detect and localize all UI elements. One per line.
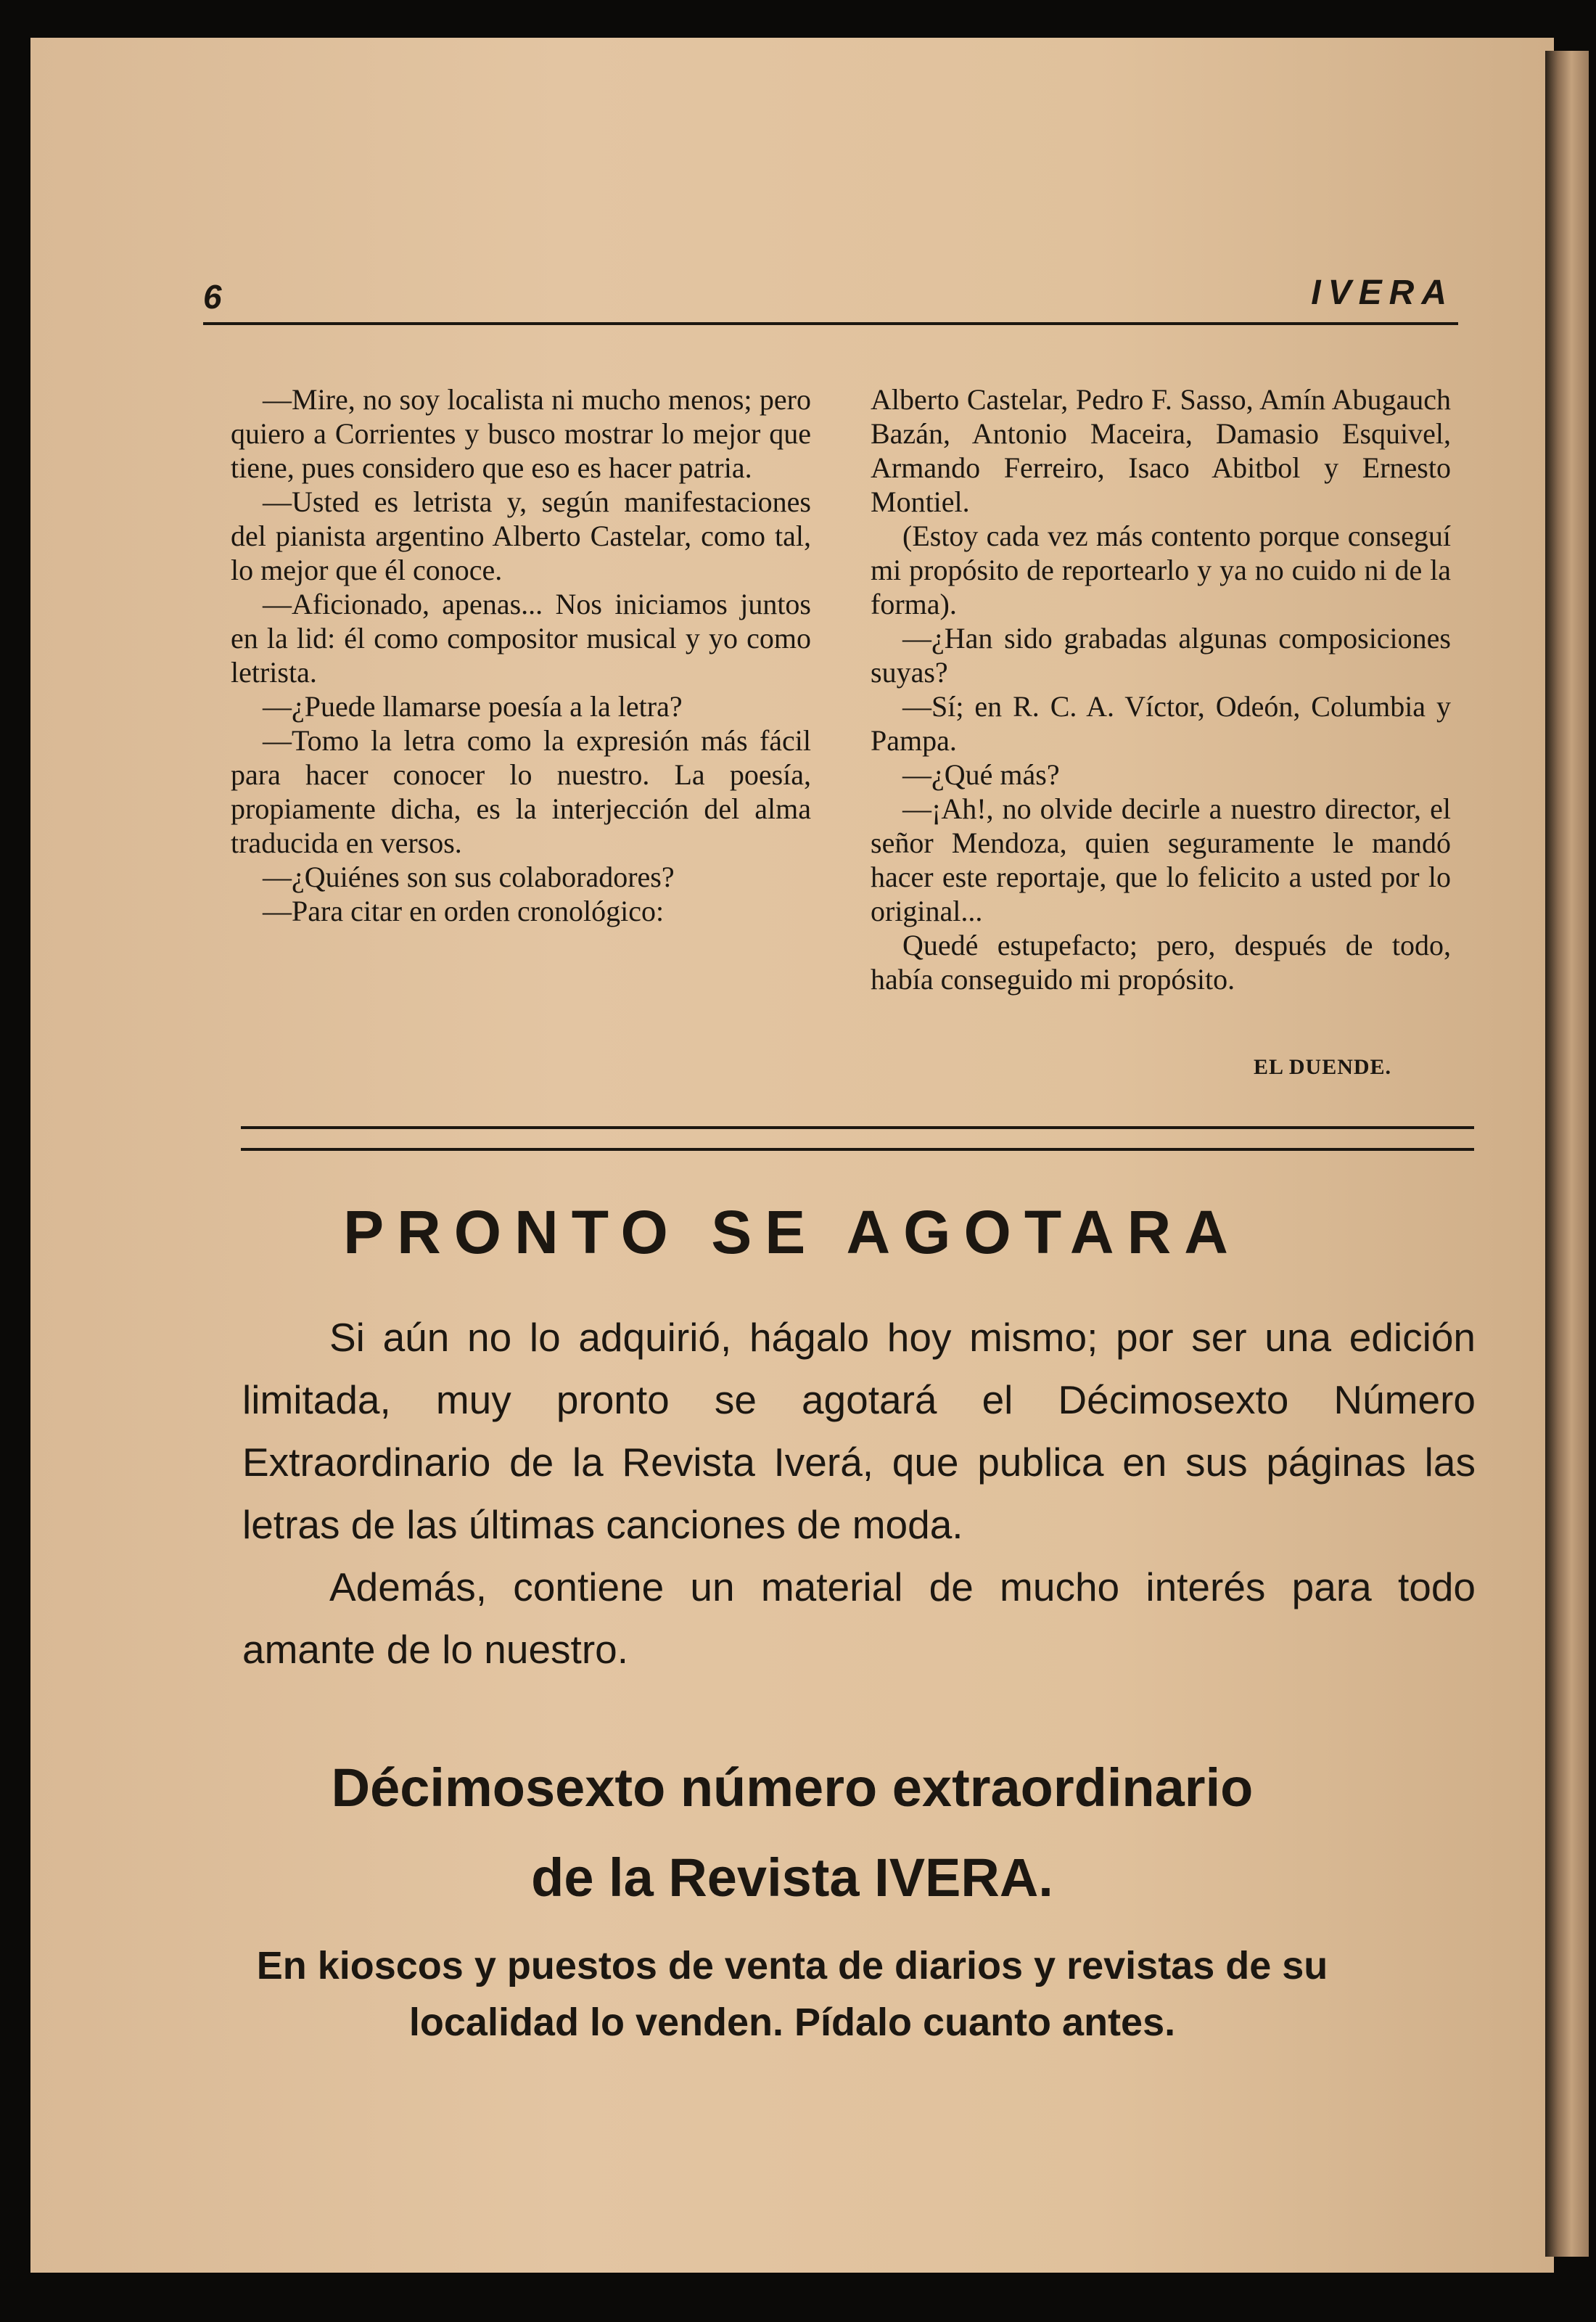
ad-footer-line: En kioscos y puestos de venta de diarios y revistas de su xyxy=(256,1944,1328,1987)
article-paragraph: (Estoy cada vez más contento porque conseguí mi propósito de reportearlo y ya no cuido ni de la forma). xyxy=(871,520,1451,620)
article-paragraph: —¿Han sido grabadas algunas composiciones suyas? xyxy=(871,622,1451,689)
binding-edge xyxy=(1545,51,1589,2257)
article-left-column xyxy=(231,382,811,928)
article-paragraph: Quedé estupefacto; pero, después de todo, había conseguido mi propósito. xyxy=(871,929,1451,996)
article-signature: EL DUENDE. xyxy=(1254,1055,1392,1079)
article-paragraph: Alberto Castelar, Pedro F. Sasso, Amín Abugauch Bazán, Antonio Maceira, Damasio Esquivel, Armando Ferreiro, Isaco Abitbol y Ernesto Montiel. xyxy=(871,383,1451,518)
article-paragraph: —Para citar en orden cronológico: xyxy=(263,895,665,927)
magazine-title: IVERA xyxy=(1311,274,1454,312)
ad-body xyxy=(242,1306,1476,1681)
ad-headline xyxy=(30,1743,1554,1923)
article-paragraph: —¿Puede llamarse poesía a la letra? xyxy=(263,690,683,723)
page-number: 6 xyxy=(203,278,222,316)
ad-paragraph: Si aún no lo adquirió, hágalo hoy mismo; por ser una edición limitada, muy pronto se agotará el Décimosexto Número Extraordinario de la Revista Iverá, que publica en sus páginas las letras de las últimas canciones de moda. xyxy=(242,1315,1476,1547)
article-paragraph: —¿Quiénes son sus colaboradores? xyxy=(263,861,675,893)
ad-title: PRONTO SE AGOTARA xyxy=(343,1198,1241,1266)
ad-paragraph: Además, contiene un material de mucho interés para todo amante de lo nuestro. xyxy=(242,1564,1476,1672)
ad-headline-line: de la Revista IVERA. xyxy=(531,1847,1053,1908)
article-paragraph: —Mire, no soy localista ni mucho menos; pero quiero a Corrientes y busco mostrar lo mejor que tiene, pues considero que eso es hacer patria. xyxy=(231,383,811,484)
ad-footer-line: localidad lo venden. Pídalo cuanto antes. xyxy=(408,2001,1176,2044)
magazine-page xyxy=(30,38,1554,2273)
header-rule xyxy=(203,322,1458,325)
ad-headline-line: Décimosexto número extraordinario xyxy=(331,1757,1254,1818)
section-divider-bottom xyxy=(241,1148,1474,1151)
section-divider-top xyxy=(241,1126,1474,1129)
article-paragraph: —Aficionado, apenas... Nos iniciamos juntos en la lid: él como compositor musical y yo como letrista. xyxy=(231,588,811,689)
article-paragraph: —Sí; en R. C. A. Víctor, Odeón, Columbia y Pampa. xyxy=(871,690,1451,757)
article-right-column xyxy=(871,382,1451,996)
article-paragraph: —Tomo la letra como la expresión más fácil para hacer conocer lo nuestro. La poesía, propiamente dicha, es la interjección del alma traducida en versos. xyxy=(231,724,811,859)
article-paragraph: —¿Qué más? xyxy=(902,758,1060,791)
article-paragraph: —¡Ah!, no olvide decirle a nuestro director, el señor Mendoza, quien seguramente le mandó hacer este reportaje, que lo felicito a usted por lo original... xyxy=(871,792,1451,927)
ad-footer xyxy=(30,1937,1554,2051)
article-paragraph: —Usted es letrista y, según manifestaciones del pianista argentino Alberto Castelar, como tal, lo mejor que él conoce. xyxy=(231,485,811,586)
